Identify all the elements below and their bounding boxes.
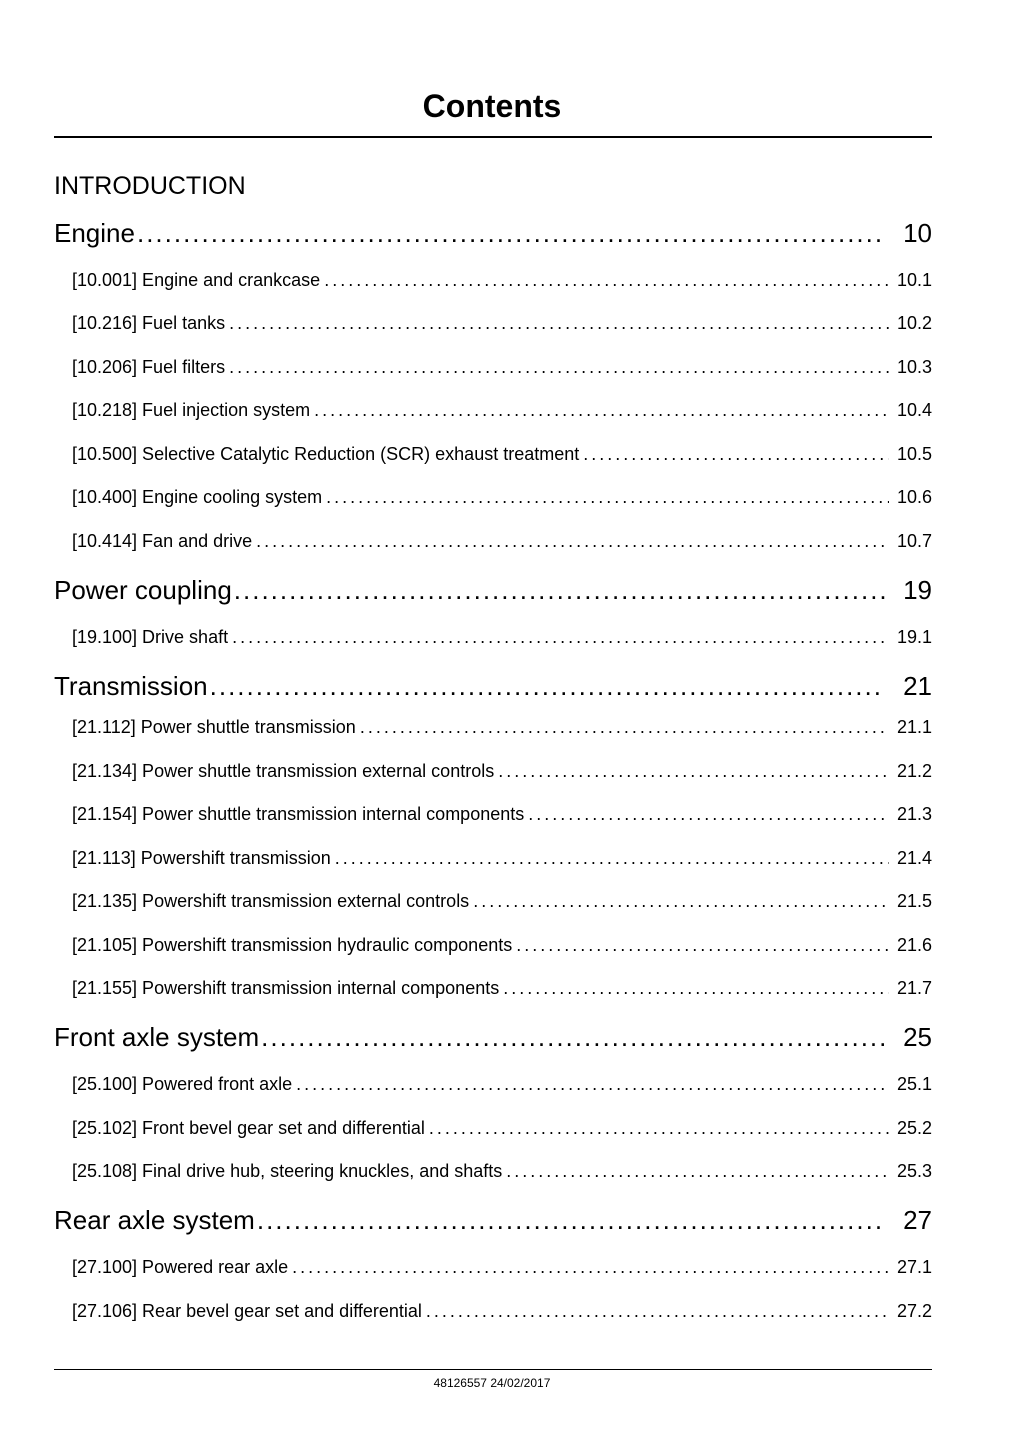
toc-section-page: 25.1 (896, 1074, 932, 1094)
toc-chapter-page: 27 (903, 1205, 932, 1235)
toc-section-entry[interactable] (72, 1299, 932, 1323)
toc-dot-leader (429, 1116, 889, 1140)
toc-section-entry[interactable] (72, 715, 932, 739)
toc-section-page: 10.3 (896, 357, 932, 377)
toc-dot-leader (314, 398, 889, 422)
toc-dot-leader (137, 216, 885, 250)
toc-section-label: [21.155] Powershift transmission internal components (72, 978, 500, 998)
toc-section-page: 21.7 (896, 978, 932, 998)
toc-section-page: 10.7 (896, 531, 932, 551)
toc-chapter-page: 25 (903, 1022, 932, 1052)
toc-chapter-label: Engine (54, 218, 135, 248)
toc-section-entry[interactable] (72, 625, 932, 649)
toc-section-page: 21.4 (896, 848, 932, 868)
toc-section-label: [25.100] Powered front axle (72, 1074, 293, 1094)
toc-section-entry[interactable] (72, 802, 932, 826)
toc-dot-leader (324, 268, 889, 292)
toc-dot-leader (528, 802, 889, 826)
toc-section-label: [10.001] Engine and crankcase (72, 270, 321, 290)
toc-section-page: 10.4 (896, 400, 932, 420)
toc-chapter-label: Rear axle system (54, 1205, 255, 1235)
toc-section-entry[interactable] (72, 268, 932, 292)
toc-section-entry[interactable] (72, 398, 932, 422)
toc-section-label: [10.414] Fan and drive (72, 531, 253, 551)
toc-dot-leader (210, 669, 885, 703)
toc-dot-leader (498, 759, 889, 783)
introduction-heading: INTRODUCTION (54, 172, 246, 200)
toc-chapter-label: Transmission (54, 671, 208, 701)
toc-section-entry[interactable] (72, 1255, 932, 1279)
toc-section-label: [10.218] Fuel injection system (72, 400, 311, 420)
toc-dot-leader (257, 1203, 885, 1237)
toc-dot-leader (292, 1255, 889, 1279)
toc-section-page: 10.6 (896, 487, 932, 507)
toc-chapter-entry[interactable] (54, 1203, 932, 1237)
toc-dot-leader (256, 529, 889, 553)
page-title: Contents (422, 88, 562, 124)
toc-section-entry[interactable] (72, 846, 932, 870)
toc-section-label: [19.100] Drive shaft (72, 627, 229, 647)
toc-section-label: [10.500] Selective Catalytic Reduction (SCR) exhaust treatment (72, 444, 580, 464)
toc-chapter-page: 10 (903, 218, 932, 248)
toc-dot-leader (234, 573, 885, 607)
toc-section-label: [10.400] Engine cooling system (72, 487, 323, 507)
toc-dot-leader (516, 933, 889, 957)
toc-section-entry[interactable] (72, 1116, 932, 1140)
toc-section-label: [27.100] Powered rear axle (72, 1257, 289, 1277)
toc-section-entry[interactable] (72, 442, 932, 466)
toc-chapter-entry[interactable] (54, 216, 932, 250)
toc-section-label: [21.112] Power shuttle transmission (72, 717, 356, 737)
toc-section-label: [21.135] Powershift transmission external controls (72, 891, 470, 911)
toc-section-label: [21.113] Powershift transmission (72, 848, 331, 868)
toc-dot-leader (326, 485, 889, 509)
toc-dot-leader (229, 355, 889, 379)
toc-section-label: [21.134] Power shuttle transmission external controls (72, 761, 495, 781)
toc-section-page: 19.1 (896, 627, 932, 647)
toc-section-entry[interactable] (72, 485, 932, 509)
toc-section-label: [21.154] Power shuttle transmission internal components (72, 804, 525, 824)
toc-chapter-label: Power coupling (54, 575, 232, 605)
toc-section-entry[interactable] (72, 976, 932, 1000)
toc-chapter-page: 21 (903, 671, 932, 701)
toc-dot-leader (583, 442, 889, 466)
toc-chapter-page: 19 (903, 575, 932, 605)
toc-section-label: [25.108] Final drive hub, steering knuckles, and shafts (72, 1161, 503, 1181)
toc-chapter-entry[interactable] (54, 573, 932, 607)
toc-section-entry[interactable] (72, 1159, 932, 1183)
toc-chapter-entry[interactable] (54, 669, 932, 703)
toc-section-label: [25.102] Front bevel gear set and differential (72, 1118, 425, 1138)
toc-section-page: 21.3 (896, 804, 932, 824)
toc-section-page: 27.1 (896, 1257, 932, 1277)
toc-section-entry[interactable] (72, 529, 932, 553)
toc-dot-leader (232, 625, 889, 649)
footer-divider (54, 1369, 932, 1370)
toc-section-page: 10.1 (896, 270, 932, 290)
toc-section-page: 21.2 (896, 761, 932, 781)
toc-dot-leader (296, 1072, 889, 1096)
toc-dot-leader (229, 311, 889, 335)
toc-section-page: 25.2 (896, 1118, 932, 1138)
toc-section-page: 21.1 (896, 717, 932, 737)
toc-section-entry[interactable] (72, 355, 932, 379)
toc-section-entry[interactable] (72, 1072, 932, 1096)
toc-dot-leader (506, 1159, 889, 1183)
toc-section-entry[interactable] (72, 889, 932, 913)
toc-chapter-entry[interactable] (54, 1020, 932, 1054)
toc-section-entry[interactable] (72, 759, 932, 783)
toc-dot-leader (473, 889, 889, 913)
toc-section-entry[interactable] (72, 311, 932, 335)
title-divider (54, 136, 932, 138)
toc-section-page: 10.2 (896, 313, 932, 333)
toc-dot-leader (360, 715, 889, 739)
toc-section-label: [10.216] Fuel tanks (72, 313, 226, 333)
toc-section-label: [27.106] Rear bevel gear set and differential (72, 1301, 422, 1321)
toc-section-page: 27.2 (896, 1301, 932, 1321)
footer-document-id: 48126557 24/02/2017 (433, 1376, 551, 1390)
toc-section-page: 25.3 (896, 1161, 932, 1181)
toc-section-label: [21.105] Powershift transmission hydraulic components (72, 935, 513, 955)
toc-section-entry[interactable] (72, 933, 932, 957)
toc-dot-leader (335, 846, 889, 870)
toc-dot-leader (503, 976, 889, 1000)
toc-dot-leader (261, 1020, 885, 1054)
toc-section-page: 21.5 (896, 891, 932, 911)
toc-dot-leader (426, 1299, 889, 1323)
toc-section-page: 10.5 (896, 444, 932, 464)
toc-chapter-label: Front axle system (54, 1022, 260, 1052)
toc-section-label: [10.206] Fuel filters (72, 357, 226, 377)
toc-section-page: 21.6 (896, 935, 932, 955)
